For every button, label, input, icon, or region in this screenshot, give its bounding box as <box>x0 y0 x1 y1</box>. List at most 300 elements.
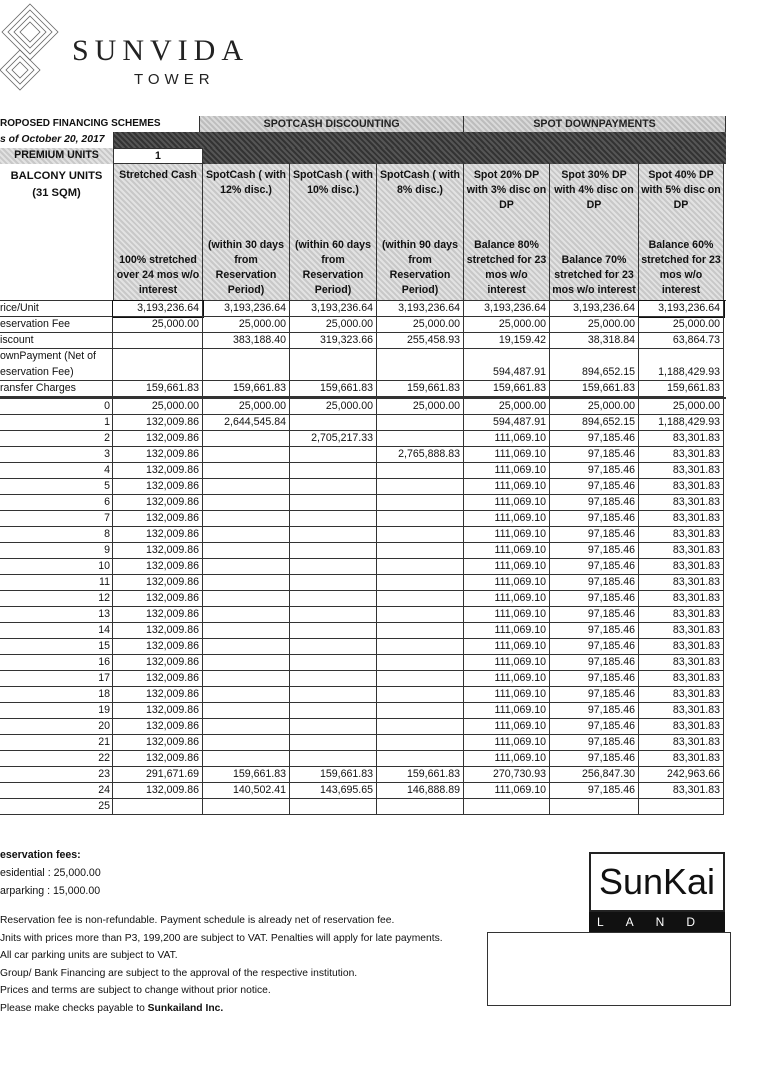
cell-col-1: 132,009.86 <box>113 495 203 511</box>
schedule-row <box>0 479 726 495</box>
cell-col-6: 97,185.46 <box>550 495 639 511</box>
cell-col-1: 132,009.86 <box>113 591 203 607</box>
col-header-4 <box>377 164 464 300</box>
schedule-row <box>0 623 726 639</box>
row-label: 15 <box>0 639 113 655</box>
cell-col-2 <box>203 655 290 671</box>
cell-col-3 <box>290 349 377 365</box>
cell-col-3 <box>290 687 377 703</box>
cell-col-5: 111,069.10 <box>464 447 550 463</box>
cell-col-5: 111,069.10 <box>464 607 550 623</box>
cell-col-7: 83,301.83 <box>639 495 724 511</box>
cell-col-6: 97,185.46 <box>550 479 639 495</box>
cell-col-1: 132,009.86 <box>113 463 203 479</box>
cell-col-1: 132,009.86 <box>113 671 203 687</box>
cell-col-6: 97,185.46 <box>550 687 639 703</box>
cell-col-1: 132,009.86 <box>113 687 203 703</box>
cell-col-3 <box>290 365 377 381</box>
cell-col-1: 132,009.86 <box>113 719 203 735</box>
cell-col-5: 111,069.10 <box>464 511 550 527</box>
cell-col-7: 83,301.83 <box>639 783 724 799</box>
row-label: 2 <box>0 431 113 447</box>
cell-col-6: 894,652.15 <box>550 415 639 431</box>
cell-col-4 <box>377 671 464 687</box>
cell-col-6: 25,000.00 <box>550 399 639 415</box>
col-5-desc: Balance 80% stretched for 23 mos w/o interest <box>466 239 547 296</box>
cell-col-5: 594,487.91 <box>464 415 550 431</box>
row-label: 19 <box>0 703 113 719</box>
row-label: 21 <box>0 735 113 751</box>
row-label: 14 <box>0 623 113 639</box>
cell-col-5: 25,000.00 <box>464 399 550 415</box>
cell-col-1: 132,009.86 <box>113 415 203 431</box>
cell-col-2 <box>203 463 290 479</box>
cell-col-5: 111,069.10 <box>464 735 550 751</box>
col-header-7 <box>639 164 724 300</box>
cell-col-5: 19,159.42 <box>464 333 550 349</box>
cell-col-1 <box>113 799 203 815</box>
cell-col-4: 25,000.00 <box>377 399 464 415</box>
cell-col-5: 594,487.91 <box>464 365 550 381</box>
schedule-row <box>0 719 726 735</box>
cell-col-6: 159,661.83 <box>550 381 639 397</box>
cell-col-7: 83,301.83 <box>639 447 724 463</box>
cell-col-6: 256,847.30 <box>550 767 639 783</box>
cell-col-4: 159,661.83 <box>377 767 464 783</box>
cell-col-3: 159,661.83 <box>290 381 377 397</box>
schedule-row <box>0 511 726 527</box>
cell-col-1: 132,009.86 <box>113 751 203 767</box>
cell-col-4 <box>377 479 464 495</box>
col-5-title: Spot 20% DP with 3% disc on DP <box>466 169 547 211</box>
schedule-row <box>0 495 726 511</box>
cell-col-4 <box>377 365 464 381</box>
cell-col-2 <box>203 447 290 463</box>
cell-col-7: 83,301.83 <box>639 511 724 527</box>
cell-col-5: 111,069.10 <box>464 671 550 687</box>
sunkai-logo-name: SunKai <box>589 852 725 912</box>
row-label: 23 <box>0 767 113 783</box>
cell-col-3 <box>290 479 377 495</box>
note-line: Reservation fee is non-refundable. Payment schedule is already net of reservation fee. <box>0 915 395 926</box>
cell-col-1 <box>113 365 203 381</box>
cell-col-7: 83,301.83 <box>639 687 724 703</box>
cell-col-7: 83,301.83 <box>639 527 724 543</box>
row-label: 6 <box>0 495 113 511</box>
cell-col-6: 97,185.46 <box>550 591 639 607</box>
cell-col-3 <box>290 671 377 687</box>
cell-col-1: 132,009.86 <box>113 511 203 527</box>
schedule-row <box>0 527 726 543</box>
col-3-title: SpotCash ( with 10% disc.) <box>292 169 374 196</box>
col-header-6 <box>550 164 639 300</box>
cell-col-7: 63,864.73 <box>639 333 724 349</box>
cell-col-2: 159,661.83 <box>203 767 290 783</box>
blank-signature-box <box>487 932 731 1006</box>
cell-col-3: 2,705,217.33 <box>290 431 377 447</box>
cell-col-5: 111,069.10 <box>464 591 550 607</box>
cell-col-7: 83,301.83 <box>639 751 724 767</box>
row-label: 0 <box>0 399 113 415</box>
cell-col-4 <box>377 751 464 767</box>
summary-row <box>0 301 726 317</box>
schedule-row <box>0 783 726 799</box>
checks-note <box>0 1000 443 1018</box>
cell-col-1: 132,009.86 <box>113 735 203 751</box>
cell-col-4 <box>377 543 464 559</box>
cell-col-6: 97,185.46 <box>550 639 639 655</box>
schedule-row <box>0 431 726 447</box>
row-label: eservation Fee <box>0 317 113 333</box>
row-label: 13 <box>0 607 113 623</box>
cell-col-1: 132,009.86 <box>113 447 203 463</box>
cell-col-1 <box>113 333 203 349</box>
cell-col-2 <box>203 719 290 735</box>
cell-col-6: 97,185.46 <box>550 527 639 543</box>
cell-col-5: 111,069.10 <box>464 543 550 559</box>
cell-col-6: 38,318.84 <box>550 333 639 349</box>
row-label: 20 <box>0 719 113 735</box>
cell-col-5: 270,730.93 <box>464 767 550 783</box>
as-of-date: s of October 20, 2017 <box>0 134 105 145</box>
cell-col-6: 894,652.15 <box>550 365 639 381</box>
cell-col-6: 97,185.46 <box>550 783 639 799</box>
cell-col-6: 97,185.46 <box>550 671 639 687</box>
cell-col-7: 83,301.83 <box>639 671 724 687</box>
cell-col-7: 83,301.83 <box>639 719 724 735</box>
cell-col-2 <box>203 495 290 511</box>
summary-row <box>0 365 726 381</box>
row-label: 7 <box>0 511 113 527</box>
cell-col-3 <box>290 511 377 527</box>
cell-col-6: 25,000.00 <box>550 317 639 333</box>
schedule-row <box>0 575 726 591</box>
premium-units-value: 1 <box>113 148 203 164</box>
cell-col-1: 132,009.86 <box>113 655 203 671</box>
cell-col-1: 3,193,236.64 <box>113 301 203 317</box>
schedule-row <box>0 463 726 479</box>
cell-col-4 <box>377 735 464 751</box>
cell-col-4 <box>377 655 464 671</box>
note-line: Jnits with prices more than P3, 199,200 are subject to VAT. Penalties will apply for late payments. <box>0 932 443 944</box>
cell-col-3 <box>290 735 377 751</box>
cell-col-3: 159,661.83 <box>290 767 377 783</box>
cell-col-3: 319,323.66 <box>290 333 377 349</box>
cell-col-2: 383,188.40 <box>203 333 290 349</box>
balcony-units-cell <box>0 164 113 300</box>
summary-row <box>0 349 726 365</box>
row-label: 11 <box>0 575 113 591</box>
sunkai-logo <box>589 852 723 932</box>
cell-col-1: 132,009.86 <box>113 543 203 559</box>
cell-col-7: 83,301.83 <box>639 559 724 575</box>
cell-col-7: 83,301.83 <box>639 575 724 591</box>
cell-col-2 <box>203 735 290 751</box>
cell-col-4 <box>377 559 464 575</box>
note-line: Group/ Bank Financing are subject to the approval of the respective institution. <box>0 967 358 979</box>
cell-col-2 <box>203 365 290 381</box>
cell-col-3 <box>290 703 377 719</box>
cell-col-5: 111,069.10 <box>464 527 550 543</box>
cell-col-2 <box>203 527 290 543</box>
cell-col-4 <box>377 591 464 607</box>
cell-col-1: 25,000.00 <box>113 399 203 415</box>
row-label: 17 <box>0 671 113 687</box>
cell-col-3 <box>290 543 377 559</box>
cell-col-4 <box>377 719 464 735</box>
cell-col-5: 111,069.10 <box>464 559 550 575</box>
cell-col-6: 97,185.46 <box>550 607 639 623</box>
cell-col-5: 3,193,236.64 <box>464 301 550 317</box>
cell-col-2 <box>203 575 290 591</box>
cell-col-6: 97,185.46 <box>550 655 639 671</box>
cell-col-2 <box>203 623 290 639</box>
col-6-title: Spot 30% DP with 4% disc on DP <box>554 169 634 211</box>
cell-col-7 <box>639 799 724 815</box>
spotcash-band: SPOTCASH DISCOUNTING <box>199 116 464 132</box>
cell-col-2 <box>203 671 290 687</box>
schedule-row <box>0 639 726 655</box>
summary-row <box>0 317 726 333</box>
residential-fee: esidential : 25,000.00 <box>0 867 101 879</box>
cell-col-3 <box>290 559 377 575</box>
summary-rows <box>0 301 726 397</box>
schedule-row <box>0 687 726 703</box>
cell-col-1: 132,009.86 <box>113 703 203 719</box>
col-7-desc: Balance 60% stretched for 23 mos w/o interest <box>641 239 721 296</box>
row-label: 22 <box>0 751 113 767</box>
row-label: rice/Unit <box>0 301 113 317</box>
cell-col-1: 25,000.00 <box>113 317 203 333</box>
note-line: All car parking units are subject to VAT. <box>0 950 178 961</box>
cell-col-7: 25,000.00 <box>639 317 724 333</box>
cell-col-5: 159,661.83 <box>464 381 550 397</box>
cell-col-1: 132,009.86 <box>113 783 203 799</box>
cell-col-4: 159,661.83 <box>377 381 464 397</box>
cell-col-3 <box>290 495 377 511</box>
col-header-1 <box>113 164 203 300</box>
cell-col-4: 146,888.89 <box>377 783 464 799</box>
cell-col-6: 97,185.46 <box>550 431 639 447</box>
premium-units-label: PREMIUM UNITS <box>0 148 113 164</box>
cell-col-6: 3,193,236.64 <box>550 301 639 317</box>
col-header-2 <box>203 164 290 300</box>
cell-col-6: 97,185.46 <box>550 559 639 575</box>
cell-col-2: 2,644,545.84 <box>203 415 290 431</box>
cell-col-2 <box>203 639 290 655</box>
cell-col-6: 97,185.46 <box>550 511 639 527</box>
cell-col-7: 83,301.83 <box>639 623 724 639</box>
cell-col-7: 159,661.83 <box>639 381 724 397</box>
cell-col-5: 111,069.10 <box>464 479 550 495</box>
schedule-row <box>0 703 726 719</box>
cell-col-3: 25,000.00 <box>290 317 377 333</box>
cell-col-5: 111,069.10 <box>464 783 550 799</box>
cell-col-4 <box>377 463 464 479</box>
sunvida-logo-mark <box>0 0 68 108</box>
checks-payee: Sunkailand Inc. <box>147 1002 224 1014</box>
cell-col-1: 132,009.86 <box>113 559 203 575</box>
col-7-title: Spot 40% DP with 5% disc on DP <box>641 169 721 211</box>
reservation-fees-title: eservation fees: <box>0 849 81 861</box>
cell-col-2 <box>203 703 290 719</box>
cell-col-4: 2,765,888.83 <box>377 447 464 463</box>
reservation-fees-notes <box>0 846 101 900</box>
spotdown-band: SPOT DOWNPAYMENTS <box>464 116 726 132</box>
schedule-row <box>0 591 726 607</box>
cell-col-6: 97,185.46 <box>550 463 639 479</box>
row-label: 16 <box>0 655 113 671</box>
cell-col-4 <box>377 687 464 703</box>
cell-col-1: 132,009.86 <box>113 431 203 447</box>
cell-col-3 <box>290 751 377 767</box>
schedule-row <box>0 607 726 623</box>
cell-col-6: 97,185.46 <box>550 751 639 767</box>
cell-col-7: 83,301.83 <box>639 607 724 623</box>
cell-col-4: 255,458.93 <box>377 333 464 349</box>
schedule-row <box>0 735 726 751</box>
cell-col-3: 25,000.00 <box>290 399 377 415</box>
cell-col-5: 111,069.10 <box>464 463 550 479</box>
col-3-desc: (within 60 days from Reservation Period) <box>295 239 371 296</box>
col-1-desc: 100% stretched over 24 mos w/o interest <box>116 254 200 296</box>
col-header-3 <box>290 164 377 300</box>
brand-subtitle: TOWER <box>134 71 215 88</box>
note-line: Prices and terms are subject to change without prior notice. <box>0 985 271 996</box>
cell-col-6: 97,185.46 <box>550 447 639 463</box>
row-label: 18 <box>0 687 113 703</box>
cell-col-5: 111,069.10 <box>464 655 550 671</box>
cell-col-1: 132,009.86 <box>113 479 203 495</box>
schedule-row <box>0 751 726 767</box>
sunkai-logo-sub: LAND <box>589 912 725 932</box>
cell-col-5: 111,069.10 <box>464 751 550 767</box>
cell-col-7: 1,188,429.93 <box>639 365 724 381</box>
cell-col-5: 111,069.10 <box>464 623 550 639</box>
cell-col-2 <box>203 559 290 575</box>
schedule-row <box>0 655 726 671</box>
cell-col-2 <box>203 431 290 447</box>
cell-col-5 <box>464 799 550 815</box>
row-label: 12 <box>0 591 113 607</box>
cell-col-7: 1,188,429.93 <box>639 415 724 431</box>
cell-col-2 <box>203 799 290 815</box>
col-header-5 <box>464 164 550 300</box>
row-label: eservation Fee) <box>0 365 113 381</box>
cell-col-4 <box>377 527 464 543</box>
cell-col-7: 83,301.83 <box>639 703 724 719</box>
cell-col-4 <box>377 511 464 527</box>
cell-col-3 <box>290 623 377 639</box>
schedule-row <box>0 559 726 575</box>
cell-col-2 <box>203 543 290 559</box>
cell-col-5: 111,069.10 <box>464 639 550 655</box>
cell-col-1: 132,009.86 <box>113 607 203 623</box>
cell-col-3 <box>290 527 377 543</box>
cell-col-2: 159,661.83 <box>203 381 290 397</box>
row-label: 9 <box>0 543 113 559</box>
checks-prefix: Please make checks payable to <box>0 1002 148 1014</box>
cell-col-3 <box>290 639 377 655</box>
row-label: 4 <box>0 463 113 479</box>
schedule-row <box>0 415 726 431</box>
cell-col-4 <box>377 431 464 447</box>
cell-col-5: 25,000.00 <box>464 317 550 333</box>
cell-col-2: 140,502.41 <box>203 783 290 799</box>
row-label: 24 <box>0 783 113 799</box>
row-label: 25 <box>0 799 113 815</box>
cell-col-6: 97,185.46 <box>550 575 639 591</box>
brand-name: SUNVIDA <box>72 34 249 67</box>
cell-col-2 <box>203 751 290 767</box>
cell-col-7: 83,301.83 <box>639 479 724 495</box>
col-4-desc: (within 90 days from Reservation Period) <box>382 239 458 296</box>
cell-col-3 <box>290 607 377 623</box>
col-2-title: SpotCash ( with 12% disc.) <box>205 169 287 196</box>
balcony-units-label: BALCONY UNITS (31 SQM) <box>10 170 103 199</box>
cell-col-5: 111,069.10 <box>464 703 550 719</box>
cell-col-7: 242,963.66 <box>639 767 724 783</box>
cell-col-2: 25,000.00 <box>203 399 290 415</box>
cell-col-7: 83,301.83 <box>639 639 724 655</box>
cell-col-2 <box>203 687 290 703</box>
cell-col-4 <box>377 799 464 815</box>
cell-col-5 <box>464 349 550 365</box>
schedule-row <box>0 399 726 415</box>
cell-col-7: 25,000.00 <box>639 399 724 415</box>
col-1-title: Stretched Cash <box>119 169 197 181</box>
cell-col-4: 25,000.00 <box>377 317 464 333</box>
cell-col-4 <box>377 607 464 623</box>
cell-col-3 <box>290 447 377 463</box>
cell-col-7: 83,301.83 <box>639 591 724 607</box>
cell-col-3 <box>290 719 377 735</box>
schedule-row <box>0 543 726 559</box>
cell-col-4 <box>377 575 464 591</box>
cell-col-5: 111,069.10 <box>464 431 550 447</box>
cell-col-2 <box>203 479 290 495</box>
row-label: 1 <box>0 415 113 431</box>
row-label: 10 <box>0 559 113 575</box>
cell-col-7: 83,301.83 <box>639 463 724 479</box>
cell-col-3 <box>290 799 377 815</box>
summary-row <box>0 333 726 349</box>
row-label: 8 <box>0 527 113 543</box>
cell-col-6: 97,185.46 <box>550 719 639 735</box>
col-4-title: SpotCash ( with 8% disc.) <box>379 169 461 196</box>
cell-col-1: 132,009.86 <box>113 575 203 591</box>
payment-schedule <box>0 399 726 815</box>
cell-col-3: 3,193,236.64 <box>290 301 377 317</box>
cell-col-1: 159,661.83 <box>113 381 203 397</box>
cell-col-4: 3,193,236.64 <box>377 301 464 317</box>
row-label: 3 <box>0 447 113 463</box>
col-2-desc: (within 30 days from Reservation Period) <box>208 239 284 296</box>
cell-col-6: 97,185.46 <box>550 735 639 751</box>
schedule-row <box>0 767 726 783</box>
cell-col-5: 111,069.10 <box>464 687 550 703</box>
carparking-fee: arparking : 15,000.00 <box>0 885 101 897</box>
cell-col-2 <box>203 607 290 623</box>
cell-col-2: 3,193,236.64 <box>203 301 290 317</box>
cell-col-2 <box>203 591 290 607</box>
table-title: ROPOSED FINANCING SCHEMES <box>0 118 161 129</box>
header-dark-bar-2 <box>203 148 726 164</box>
cell-col-4 <box>377 349 464 365</box>
cell-col-1 <box>113 349 203 365</box>
cell-col-5: 111,069.10 <box>464 719 550 735</box>
cell-col-7: 83,301.83 <box>639 431 724 447</box>
